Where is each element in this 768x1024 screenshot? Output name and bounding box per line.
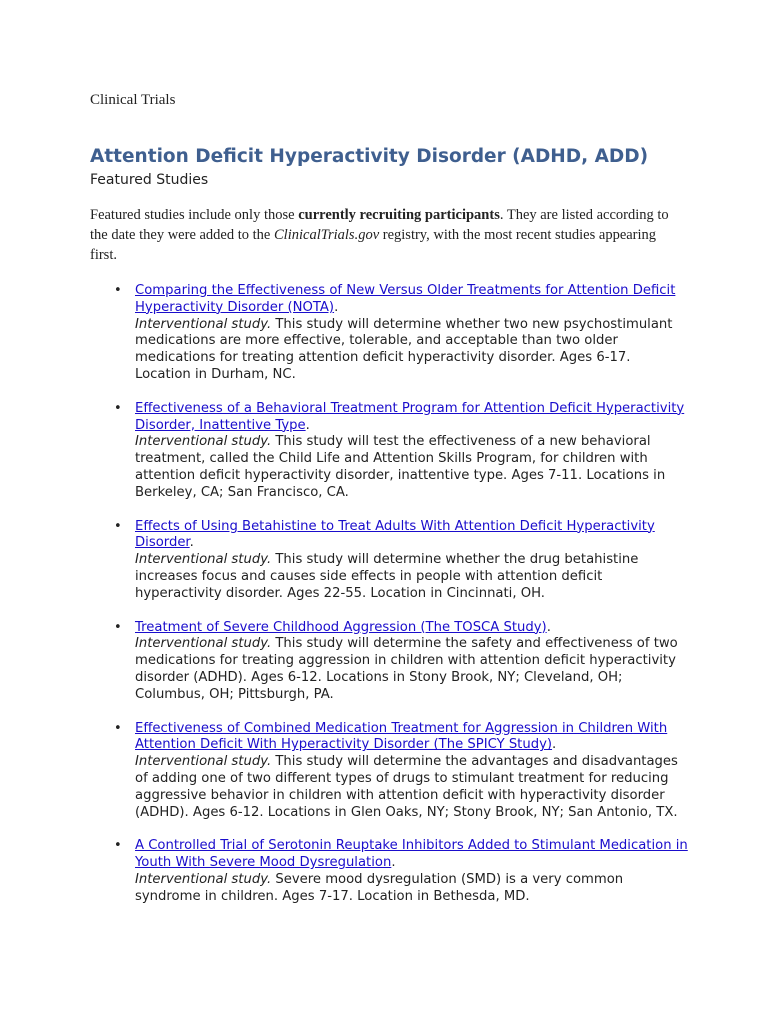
list-item: [114, 283, 690, 384]
intro-paragraph: [90, 205, 686, 265]
study-type: Interventional study.: [135, 754, 272, 770]
breadcrumb: Clinical Trials: [90, 92, 176, 108]
period: .: [334, 299, 339, 315]
study-type: Interventional study.: [135, 871, 272, 887]
study-type: Interventional study.: [135, 316, 272, 332]
page-title: Attention Deficit Hyperactivity Disorder (ADHD, ADD): [90, 146, 649, 167]
period: .: [552, 737, 557, 753]
study-link[interactable]: Effectiveness of Combined Medication Treatment for Aggression in Children With Attention Deficit With Hyperactivity Disorder (The SPICY Study): [135, 720, 668, 753]
bullet-icon: •: [114, 720, 122, 736]
list-item: [114, 619, 690, 704]
intro-text-3: registry, with the most recent studies appearing first.: [90, 227, 657, 263]
study-type: Interventional study.: [135, 552, 272, 568]
study-link[interactable]: Effects of Using Betahistine to Treat Adults With Attention Deficit Hyperactivity Disorder: [135, 518, 655, 551]
intro-text-2: . They are listed according to the date they were added to the: [90, 207, 669, 243]
study-description: This study will determine the safety and effectiveness of two medications for treating aggression in children with attention deficit hyperactivity disorder (ADHD). Ages 6-12. Locations in Stony Brook, NY; Cleveland, OH; Columbus, OH; Pittsburgh, PA.: [135, 636, 678, 702]
page-subtitle: Featured Studies: [90, 172, 209, 188]
study-description: This study will determine whether the drug betahistine increases focus and causes side effects in people with attention deficit hyperactivity disorder. Ages 22-55. Location in Cincinnati, OH.: [135, 552, 639, 601]
intro-bold-text: currently recruiting participants: [298, 207, 500, 223]
intro-italic-text: ClinicalTrials.gov: [274, 227, 380, 243]
list-item: [114, 400, 690, 502]
intro-text-1: Featured studies include only those: [90, 207, 299, 223]
study-type: Interventional study.: [135, 434, 272, 450]
study-description: This study will determine whether two new psychostimulant medications are more effective, tolerable, and acceptable than two older medications for treating attention deficit hyperactivity disorder. Ages 6-17. Location in Durham, NC.: [135, 316, 673, 382]
study-link[interactable]: Treatment of Severe Childhood Aggression (The TOSCA Study): [135, 619, 547, 635]
period: .: [305, 417, 310, 433]
bullet-icon: •: [114, 400, 122, 416]
study-description: This study will test the effectiveness of a new behavioral treatment, called the Child Life and Attention Skills Program, for children with attention deficit hyperactivity disorder, inattentive type. Ages 7-11. Locations in Berkeley, CA; San Francisco, CA.: [135, 434, 666, 500]
study-list: [90, 283, 690, 906]
study-link[interactable]: Effectiveness of a Behavioral Treatment Program for Attention Deficit Hyperactivity Disorder, Inattentive Type: [135, 400, 685, 433]
study-link[interactable]: Comparing the Effectiveness of New Versus Older Treatments for Attention Deficit Hyperactivity Disorder (NOTA): [135, 283, 676, 315]
period: .: [391, 855, 396, 871]
bullet-icon: •: [114, 518, 122, 534]
study-description: This study will determine the advantages and disadvantages of adding one of two different types of drugs to stimulant treatment for reducing aggressive behavior in children with attention deficit with hyperactivity disorder (ADHD). Ages 6-12. Locations in Glen Oaks, NY; Stony Brook, NY; San Antonio, TX.: [135, 754, 678, 820]
list-item: [114, 838, 690, 905]
study-type: Interventional study.: [135, 636, 272, 652]
bullet-icon: •: [114, 838, 122, 854]
document-page: [90, 92, 690, 923]
bullet-icon: •: [114, 283, 122, 298]
period: .: [546, 619, 551, 635]
study-description: Severe mood dysregulation (SMD) is a very common syndrome in children. Ages 7-17. Location in Bethesda, MD.: [135, 871, 624, 904]
list-item: [114, 720, 690, 822]
bullet-icon: •: [114, 619, 122, 635]
period: .: [189, 535, 194, 551]
study-link[interactable]: A Controlled Trial of Serotonin Reuptake Inhibitors Added to Stimulant Medication in Youth With Severe Mood Dysregulation: [135, 838, 688, 871]
list-item: [114, 518, 690, 603]
